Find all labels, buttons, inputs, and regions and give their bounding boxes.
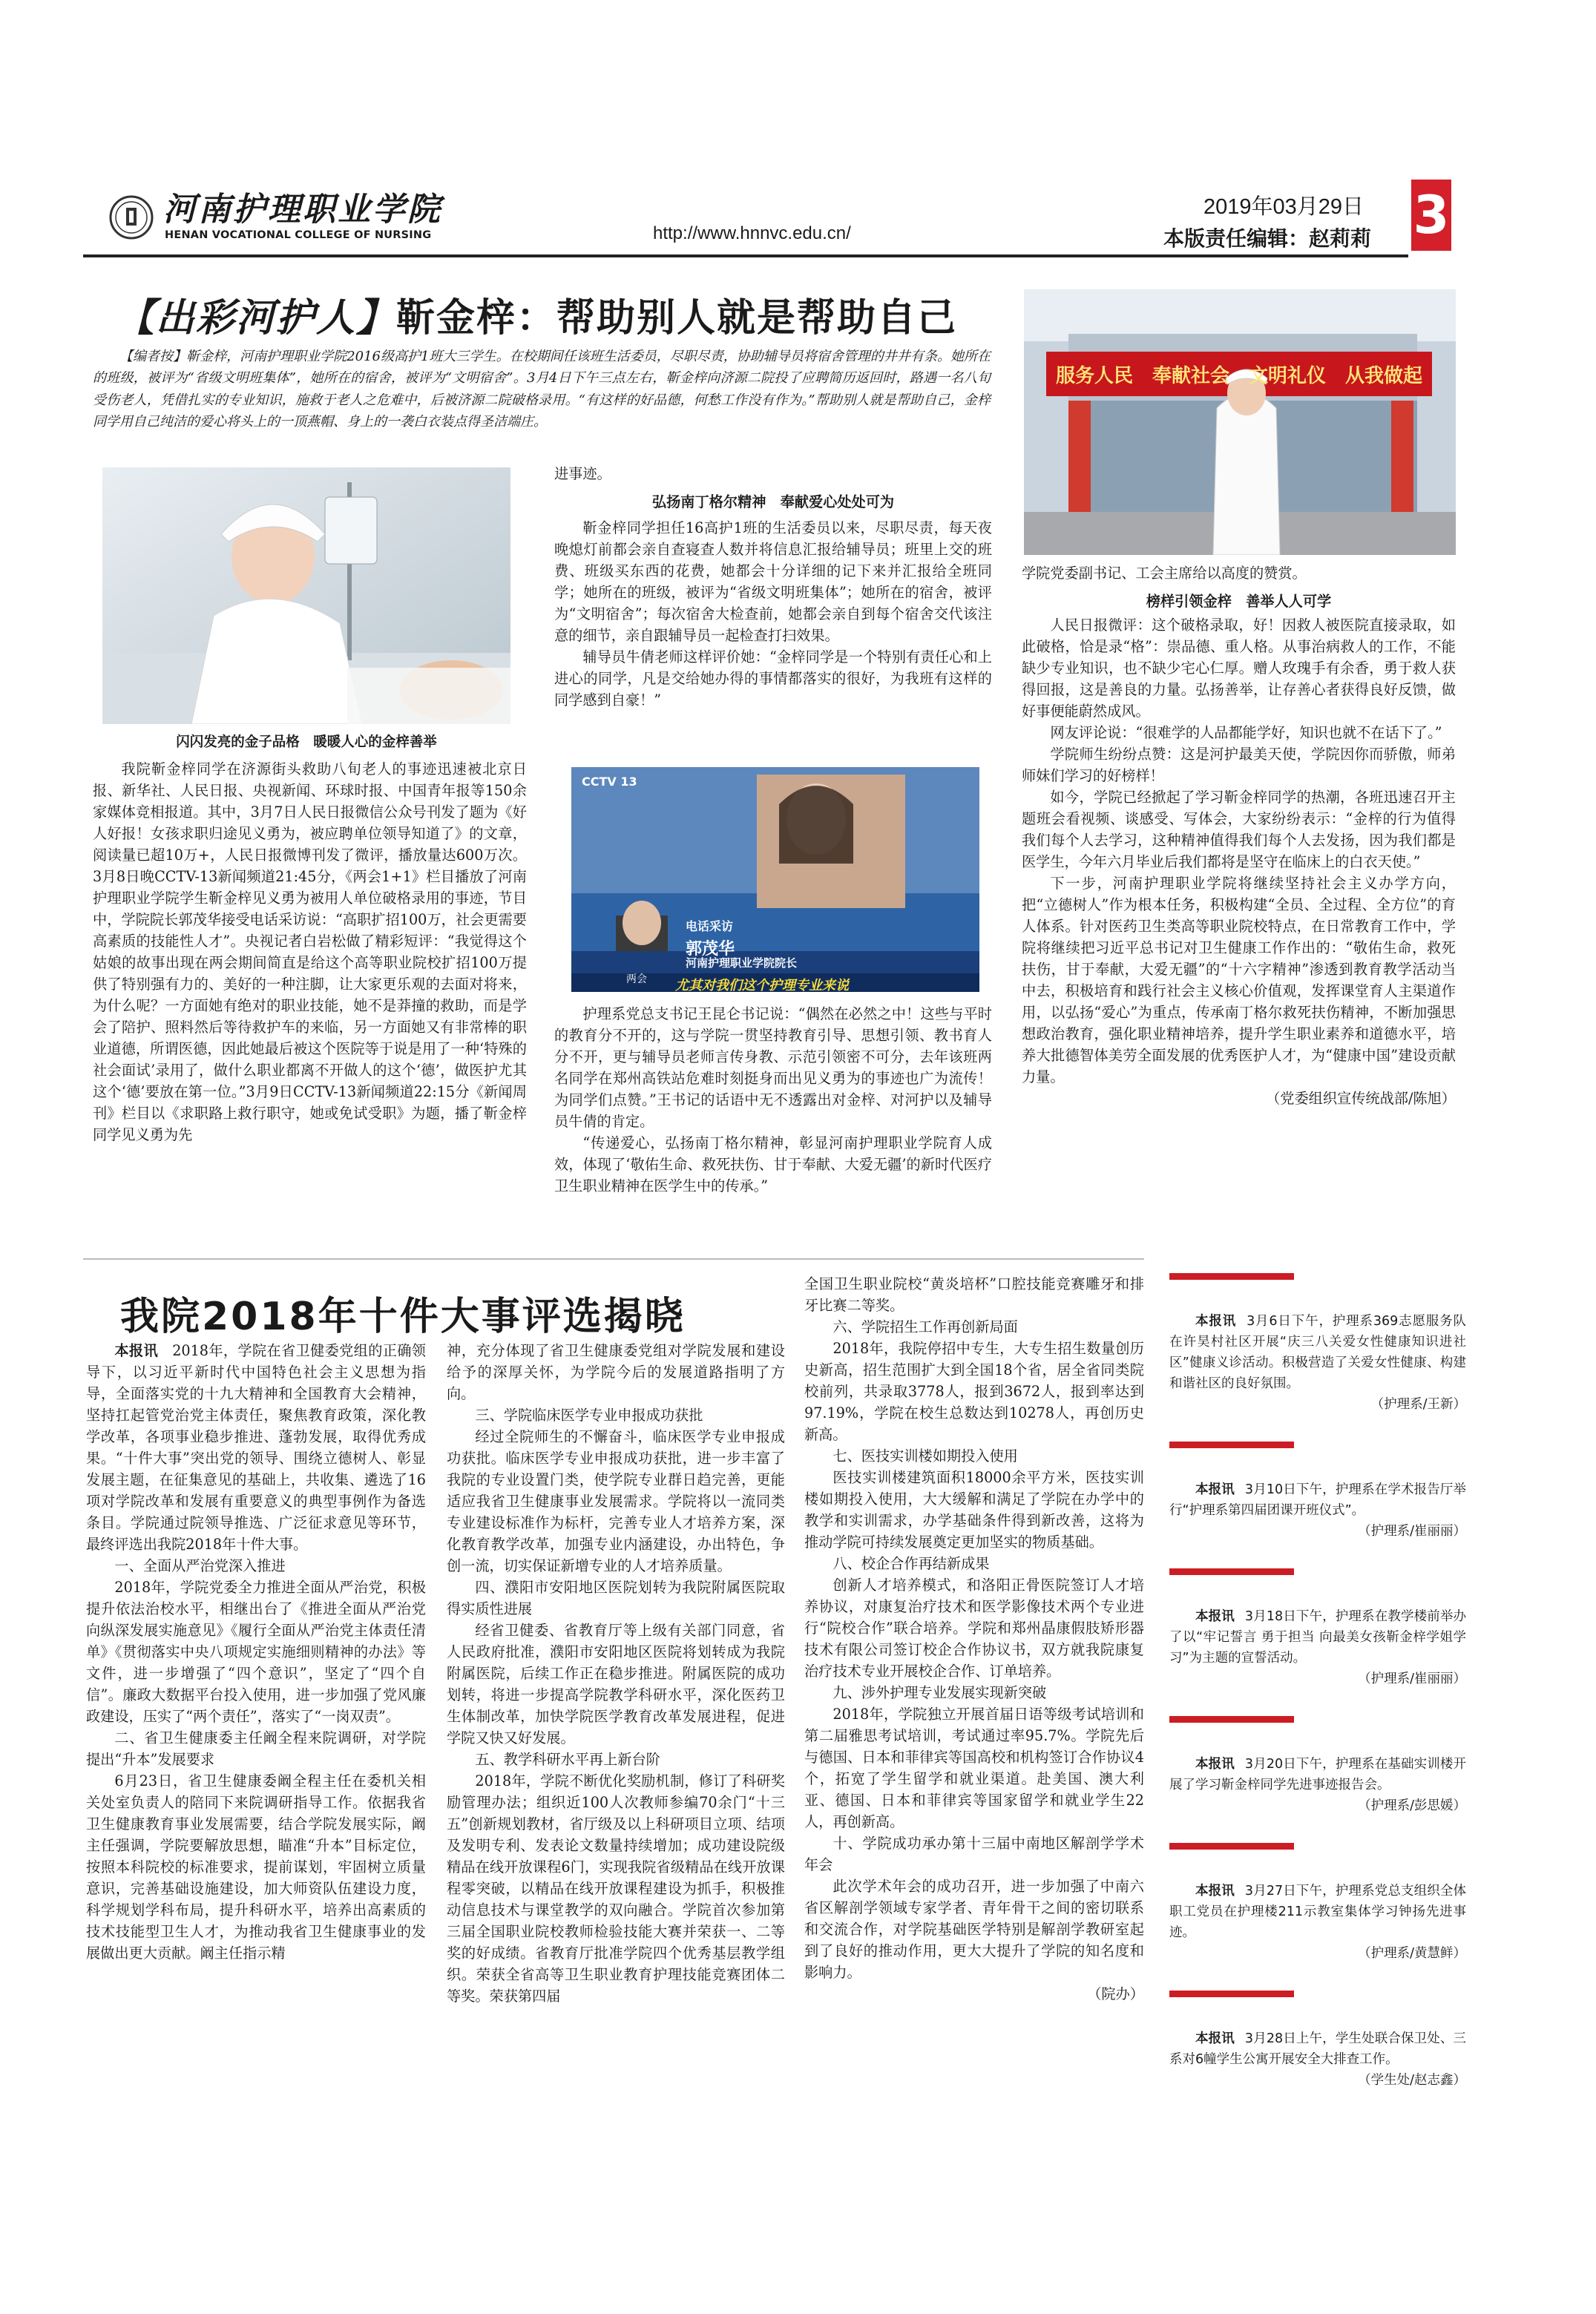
caption-photo1: 闪闪发亮的金子品格 暖暖人心的金梓善举: [176, 734, 437, 750]
article2-col2: [447, 1340, 785, 2007]
article2-item-heading: [86, 1727, 426, 1770]
article1-title: [116, 286, 957, 342]
article1-col3-para: 网友评论说：“很难学的人品都能学好，知识也就不在话下了。”: [1050, 724, 1442, 741]
briefs-column: [1169, 1273, 1466, 2091]
article2-text: 2018年，我院停招中专生，大专生招生数量创历史新高，招生范围扩大到全国18个省，居全省同类院校前列，共录取3778人，报到3672人，报到率达到97.19%，学院在校生总数达到10278人，再创历史新高。: [804, 1340, 1144, 1443]
article2-text: 经省卫健委、省教育厅等上级有关部门同意，省人民政府批准，濮阳市安阳地区医院将划转成为我院附属医院，后续工作正在稳步推进。附属医院的成功划转，将进一步提高学院教学科研水平，深化医药卫生体制改革，加快学院医学教育改革发展进程，促进学院又快又好发展。: [447, 1622, 785, 1746]
brief-red-bar: [1169, 1442, 1294, 1448]
article2-text: 四、濮阳市安阳地区医院划转为我院附属医院取得实质性进展: [447, 1579, 785, 1617]
article2-text: 三、学院临床医学专业申报成功获批: [475, 1407, 703, 1424]
article1-title-tag: 【出彩河护人】: [116, 296, 397, 341]
article2-text: 创新人才培养模式，和洛阳正骨医院签订人才培养协议，对康复治疗技术和医学影像技术两个专业进行“院校合作”联合培养。学院和郑州晶康假肢矫形器技术有限公司签订校企合作协议书，双方就我院康复治疗技术专业开展校企合作、订单培养。: [804, 1577, 1144, 1680]
brief-body: 3月6日下午，护理系369志愿服务队在许昊村社区开展“庆三八关爱女性健康知识进社区”健康义诊活动。积极营造了关爱女性健康、构建和谐社区的良好氛围。: [1169, 1314, 1467, 1391]
article1-byline: （党委组织宣传统战部/陈旭）: [1266, 1090, 1456, 1107]
article2-item-heading: [804, 1682, 1144, 1703]
article1-col2-para: 辅导员牛倩老师这样评价她：“金梓同学是一个特别有责任心和上进心的同学，凡是交给她办得的事情都落实的很好，为我班有这样的同学感到自豪！”: [554, 648, 992, 709]
brief-body: 3月20日下午，护理系在基础实训楼开展了学习靳金梓同学先进事迹报告会。: [1169, 1757, 1467, 1792]
article1-col2b-para: 护理系党总支书记王昆仑书记说：“偶然在必然之中！这些与平时的教育分不开的，这与学院一贯坚持教育引导、思想引领、教书育人分不开，更与辅导员老师言传身教、示范引领密不可分，去年该班两名同学在郑州高铁站危难时刻挺身而出见义勇为的事迹也广为流传！为同学们点赞。”王书记的话语中无不透露出对金梓、对河护以及辅导员牛倩的肯定。: [554, 1005, 992, 1130]
article2-paragraph: [447, 1620, 785, 1749]
article2-text: 一、全面从严治党深入推进: [114, 1557, 286, 1574]
brief-lead-tag: 本报讯: [1195, 1314, 1237, 1329]
article2-text: 九、涉外护理专业发展实现新突破: [833, 1684, 1047, 1701]
school-name-cn: 河南护理职业学院: [163, 191, 442, 229]
tv-corner-badge: 两会: [626, 973, 647, 985]
article2-item-heading: [804, 1316, 1144, 1338]
news-brief: [1169, 1606, 1466, 1689]
article1-col3-para: 如今，学院已经掀起了学习靳金梓同学的热潮，各班迅速召开主题班会看视频、谈感受、写体会，大家纷纷表示：“金梓的行为值得我们每个人去学习，这种精神值得我们每个人去发扬，因为我们都是医学生，今年六月毕业后我们都将是坚守在临床上的白衣天使。”: [1022, 789, 1456, 870]
article2-text: 医技实训楼建筑面积18000余平方米，医技实训楼如期投入使用，大大缓解和满足了学院在办学中的教学和实训需求，办学基础条件得到新改善，这将为推动学院可持续发展奠定更加坚实的物质基础。: [804, 1469, 1144, 1551]
article1-col2-para: 靳金梓同学担任16高护1班的生活委员以来，尽职尽责，每天夜晚熄灯前都会亲自查寝查人数并将信息汇报给辅导员；班里上交的班费、班级买东西的花费，她都会十分详细的记下来并汇报给全班同学；她所在的班级，被评为“省级文明班集体”；她所在的宿舍，被评为“文明宿舍”；每次宿舍大检查前，她都会亲自到每个宿舍交代该注意的细节，亲自跟辅导员一起检查打扫效果。: [554, 519, 992, 644]
article1-subhead3: 榜样引领金梓 善举人人可学: [1146, 593, 1332, 610]
brief-byline: （护理系/黄慧鲜）: [1358, 1946, 1466, 1961]
brief-body: 3月28日上午，学生处联合保卫处、三系对6幢学生公寓开展安全大排查工作。: [1169, 2031, 1467, 2067]
header-rule: [83, 254, 1408, 257]
masthead-logo: [108, 194, 154, 240]
article2-paragraph: [86, 1340, 426, 1555]
article2-item-heading: [447, 1577, 785, 1620]
tv-ticker: 尤其对我们这个护理专业来说: [675, 978, 849, 992]
photo-cctv-interview: [571, 767, 979, 992]
brief-lead-tag: 本报讯: [1195, 1884, 1235, 1899]
tv-caller-role: 河南护理职业学院院长: [686, 956, 798, 970]
article1-col2b: [554, 1003, 992, 1197]
brief-byline: （护理系/崔丽丽）: [1358, 1672, 1466, 1686]
article2-item-heading: [447, 1404, 785, 1426]
issue-date: 2019年03月29日: [1203, 195, 1365, 219]
article2-paragraph: [804, 1273, 1144, 1316]
article1-col3-para: 下一步，河南护理职业学院将继续坚持社会主义办学方向，把“立德树人”作为根本任务，积极构建“全员、全过程、全方位”的育人体系。针对医药卫生类高等职业院校特点，在日常教育工作中，学院将继续把习近平总书记对卫生健康工作作出的：“敬佑生命，救死扶伤，甘于奉献，大爱无疆”的“十六字精神”渗透到教育教学活动当中去，积极培育和践行社会主义核心价值观，发挥课堂育人主渠道作用，以弘扬“爱心”为重点，传承南丁格尔救死扶伤精神，不断加强思想政治教育，强化职业精神培养，提升学生职业素养和道德水平，培养大批德智体美劳全面发展的优秀医护人才，为“健康中国”建设贡献力量。: [1022, 875, 1456, 1085]
article2-text: 二、省卫生健康委主任阚全程来院调研，对学院提出“升本”发展要求: [86, 1729, 426, 1768]
article1-col3: [1022, 614, 1456, 1109]
article2-item-heading: [447, 1749, 785, 1770]
article2-text: 六、学院招生工作再创新局面: [833, 1318, 1018, 1335]
article1-col2-continue: 进事迹。: [554, 465, 611, 482]
article1-subhead2: 弘扬南丁格尔精神 奉献爱心处处可为: [651, 493, 895, 510]
article1-title-text: 靳金梓：帮助别人就是帮助自己: [396, 296, 958, 341]
brief-byline: （护理系/彭思媛）: [1358, 1798, 1466, 1813]
editor-note: 【编者按】靳金梓，河南护理职业学院2016级高护1班大三学生。在校期间任该班生活委员，尽职尽责，协助辅导员将宿舍管理的井井有条。她所在的班级，被评为“省级文明班集体”，她所在的宿舍，被评为“文明宿舍”。3月4日下午三点左右，靳金梓向济源二院投了应聘简历返回时，路遇一名八旬受伤老人，凭借扎实的专业知识，施救于老人之危难中，后被济源二院破格录用。“有这样的好品德，何愁工作没有作为。”帮助别人就是帮助自己，金梓同学用自己纯洁的爱心将头上的一顶燕帽、身上的一袭白衣装点得圣洁端庄。: [93, 349, 991, 430]
article2-paragraph: [86, 1577, 426, 1727]
tv-phone-label: 电话采访: [686, 919, 734, 933]
brief-body: 3月18日下午，护理系在教学楼前举办了以“牢记誓言 勇于担当 向最美女孩靳金梓学姐学习”为主题的宣誓活动。: [1169, 1609, 1467, 1666]
article2-col1: [86, 1340, 426, 1964]
news-brief: [1169, 1479, 1466, 1542]
brief-lead-tag: 本报讯: [1195, 2031, 1235, 2046]
article2-lead-tag: 本报讯: [114, 1342, 158, 1359]
site-url[interactable]: http://www.hnnvc.edu.cn/: [653, 223, 851, 243]
page-editor: 本版责任编辑：赵莉莉: [1163, 226, 1372, 251]
article2-byline: （院办）: [1087, 1985, 1144, 2002]
news-brief: [1169, 1881, 1466, 1964]
article2-text: 七、医技实训楼如期投入使用: [833, 1447, 1018, 1465]
article2-text: 2018年，学院独立开展首届日语等级考试培训和第二届雅思考试培训，考试通过率95.7%。学院先后与德国、日本和菲律宾等国高校和机构签订合作协议4个，拓宽了学生留学和就业渠道。赴美国、澳大利亚、德国、日本和菲律宾等国家留学和就业学生22人，再创新高。: [804, 1706, 1144, 1830]
article2-item-heading: [86, 1555, 426, 1577]
brief-red-bar: [1169, 1716, 1294, 1723]
article2-paragraph: [804, 1338, 1144, 1445]
brief-body: 3月27日下午，护理系党总支组织全体职工党员在护理楼211示教室集体学习钟扬先进事迹。: [1169, 1884, 1467, 1940]
article2-title: 我院2018年十件大事评选揭晓: [120, 1295, 686, 1339]
brief-body: 3月10日下午，护理系在学术报告厅举行“护理系第四届团课开班仪式”。: [1169, 1482, 1467, 1518]
article1-col2b-para: “传递爱心，弘扬南丁格尔精神，彰显河南护理职业学院育人成效，体现了‘敬佑生命、救死扶伤、甘于奉献、大爱无疆’的新时代医疗卫生职业精神在医学生中的传承。”: [554, 1134, 992, 1194]
brief-red-bar: [1169, 1273, 1294, 1280]
article1-col3-para: 人民日报微评：这个破格录取，好！因救人被医院直接录取，如此破格，恰是录“格”：崇品德、重人格。从事治病救人的工作，不能缺少专业知识，也不缺少宅心仁厚。赠人玫瑰手有余香，勇于救人获得回报，这是善良的力量。弘扬善举，让存善心者获得良好反馈，做好事便能蔚然成风。: [1022, 617, 1456, 720]
news-brief: [1169, 1754, 1466, 1816]
article2-paragraph: [447, 1340, 785, 1404]
article1-col3-continue: 学院党委副书记、工会主席给以高度的赞赏。: [1022, 565, 1307, 582]
article2-item-heading: [804, 1445, 1144, 1467]
brief-byline: （学生处/赵志鑫）: [1358, 2073, 1466, 2088]
photo-nurse-building: [1024, 289, 1456, 555]
article2-text: 2018年，学院党委全力推进全面从严治党，积极提升依法治校水平，相继出台了《推进全面从严治党向纵深发展实施意见》《履行全面从严治党主体责任清单》《贯彻落实中央八项规定实施细则精神的办法》等文件，进一步增强了“四个意识”，坚定了“四个自信”。廉政大数据平台投入使用，进一步加强了党风廉政建设，压实了“两个责任”，落实了“一岗双责”。: [86, 1579, 426, 1725]
brief-byline: （护理系/王新）: [1370, 1397, 1466, 1412]
tv-caller-name: 郭茂华: [686, 940, 735, 959]
article2-paragraph: [804, 1574, 1144, 1682]
article2-text: 此次学术年会的成功召开，进一步加强了中南六省区解剖学领域专家学者、青年骨干之间的密切联系和交流合作，对学院基础医学特别是解剖学教研室起到了良好的推动作用，更大大提升了学院的知名度和影响力。: [804, 1878, 1144, 1981]
article2-text: 经过全院师生的不懈奋斗，临床医学专业申报成功获批。临床医学专业申报成功获批，进一步丰富了我院的专业设置门类，使学院专业群日趋完善，更能适应我省卫生健康事业发展需求。学院将以一流同类专业建设标准作为标杆，完善专业人才培养方案，深化教育教学改革，加强专业内涵建设，办出特色，争创一流，切实保证新增专业的人才培养质量。: [447, 1428, 785, 1574]
article2-text: 2018年，学院不断优化奖励机制，修订了科研奖励管理办法；组织近100人次教师参编70余门“十三五”创新规划教材，省厅级及以上科研项目立项、结项及发明专利、发表论文数量持续增加；成功建设院级精品在线开放课程6门，实现我院省级精品在线开放课程零突破，以精品在线开放课程建设为抓手，积极推动信息技术与课堂教学的双向融合。学院首次参加第三届全国职业院校教师检验技能大赛并荣获一、二等奖的好成绩。省教育厅批准学院四个优秀基层教学组织。荣获全省高等卫生职业教育护理技能竞赛团体二等奖。荣获第四届: [447, 1772, 785, 2005]
brief-lead-tag: 本报讯: [1195, 1757, 1235, 1772]
brief-lead-tag: 本报讯: [1195, 1482, 1235, 1497]
article2-paragraph: [86, 1770, 426, 1964]
article1-col2-top: [554, 463, 992, 484]
brief-red-bar: [1169, 1843, 1294, 1850]
section-divider: [83, 1258, 1144, 1260]
article2-paragraph: [447, 1770, 785, 2007]
article2-item-heading: [804, 1553, 1144, 1574]
article2-text: 五、教学科研水平再上新台阶: [475, 1751, 660, 1768]
tv-channel-logo: CCTV 13: [582, 775, 637, 789]
article1-col3-para: 学院师生纷纷点赞：这是河护最美天使，学院因你而骄傲，师弟师妹们学习的好榜样！: [1022, 746, 1456, 784]
article2-text: 八、校企合作再结新成果: [833, 1555, 990, 1572]
article2-text: 全国卫生职业院校“黄炎培杯”口腔技能竞赛雕牙和排牙比赛二等奖。: [804, 1275, 1144, 1314]
article2-paragraph: [804, 1876, 1144, 1983]
article2-text: 6月23日，省卫生健康委阚全程主任在委机关相关处室负责人的陪同下来院调研指导工作。依据我省卫生健康教育事业发展需要，结合学院发展实际，阚主任强调，学院要解放思想，瞄准“升本”目标定位，按照本科院校的标准要求，提前谋划，牢固树立质量意识，完善基础设施建设，加大师资队伍建设力度，科学规划学科布局，提升科研水平，培养出高素质的技术技能型卫生人才，为推动我省卫生健康事业的发展做出更大贡献。阚主任指示精: [86, 1772, 426, 1962]
brief-red-bar: [1169, 1568, 1294, 1575]
brief-red-bar: [1169, 1991, 1294, 1997]
article2-col3: [804, 1273, 1144, 2005]
article2-text: 十、学院成功承办第十三届中南地区解剖学学术年会: [804, 1835, 1144, 1873]
photo-nurse-training: [102, 467, 510, 724]
brief-lead-tag: 本报讯: [1195, 1609, 1235, 1624]
news-brief: [1169, 1311, 1466, 1415]
brief-byline: （护理系/崔丽丽）: [1358, 1524, 1466, 1539]
news-brief: [1169, 2028, 1466, 2091]
article2-paragraph: [804, 1703, 1144, 1833]
article1-col1: [93, 758, 527, 1146]
article1-col2: [554, 517, 992, 711]
page-number: 3: [1413, 185, 1450, 246]
article2-item-heading: [804, 1833, 1144, 1876]
article2-paragraph: [804, 1467, 1144, 1553]
school-name-en: HENAN VOCATIONAL COLLEGE OF NURSING: [165, 229, 432, 241]
article2-text: 神，充分体现了省卫生健康委党组对学院发展和建设给予的深厚关怀，为学院今后的发展道路指明了方向。: [447, 1342, 785, 1402]
article1-col3-top: [1022, 562, 1456, 584]
photo-banner-text: 服务人民 奉献社会 文明礼仪 从我做起: [1055, 365, 1422, 387]
article2-text: 2018年，学院在省卫健委党组的正确领导下，以习近平新时代中国特色社会主义思想为指导，全面落实党的十九大精神和全国教育大会精神，坚持扛起管党治党主体责任，聚焦教育政策，深化教学改革，各项事业稳步推进、蓬勃发展，取得优秀成果。“十件大事”突出党的领导、围绕立德树人、彰显发展主题，在征集意见的基础上，共收集、遴选了16项对学院改革和发展有重要意义的典型事例作为备选条目。学院通过院领导推选、广泛征求意见等环节，最终评选出我院2018年十件大事。: [86, 1342, 426, 1553]
article2-paragraph: [447, 1426, 785, 1577]
article1-col1-para: 我院靳金梓同学在济源街头救助八旬老人的事迹迅速被北京日报、新华社、人民日报、央视新闻、环球时报、中国青年报等150余家媒体竞相报道。其中，3月7日人民日报微信公众号刊发了题为《好人好报！女孩求职归途见义勇为，被应聘单位领导知道了》的文章，阅读量已超10万+，人民日报微博刊发了微评，播放量达600万次。3月8日晚CCTV-13新闻频道21:45分，《两会1+1》栏目播放了河南护理职业学院学生靳金梓见义勇为被用人单位破格录用的事迹，节目中，学院院长郭茂华接受电话采访说：“高职扩招100万，社会更需要高素质的技能性人才”。央视记者白岩松做了精彩短评：“我觉得这个姑娘的故事出现在两会期间简直是给这个高等职业院校扩招100万提供了特别强有力的、美好的一种注脚，让大家更乐观的去面对将来，为什么呢？一方面她有绝对的职业技能，她不是莽撞的救助，而是学会了陪护、照料然后等待救护车的来临，另一方面她又有非常棒的职业道德，所谓医德，因此她最后被这个医院等于说是用了一种‘特殊的社会面试’录用了，做什么职业都离不开做人的这个‘德’，做医护尤其这个‘德’要放在第一位。”3月9日CCTV-13新闻频道22:15分《新闻周刊》栏目以《求职路上救行职守，她或免试受职》为题，播了靳金梓同学见义勇为先: [93, 760, 527, 1143]
